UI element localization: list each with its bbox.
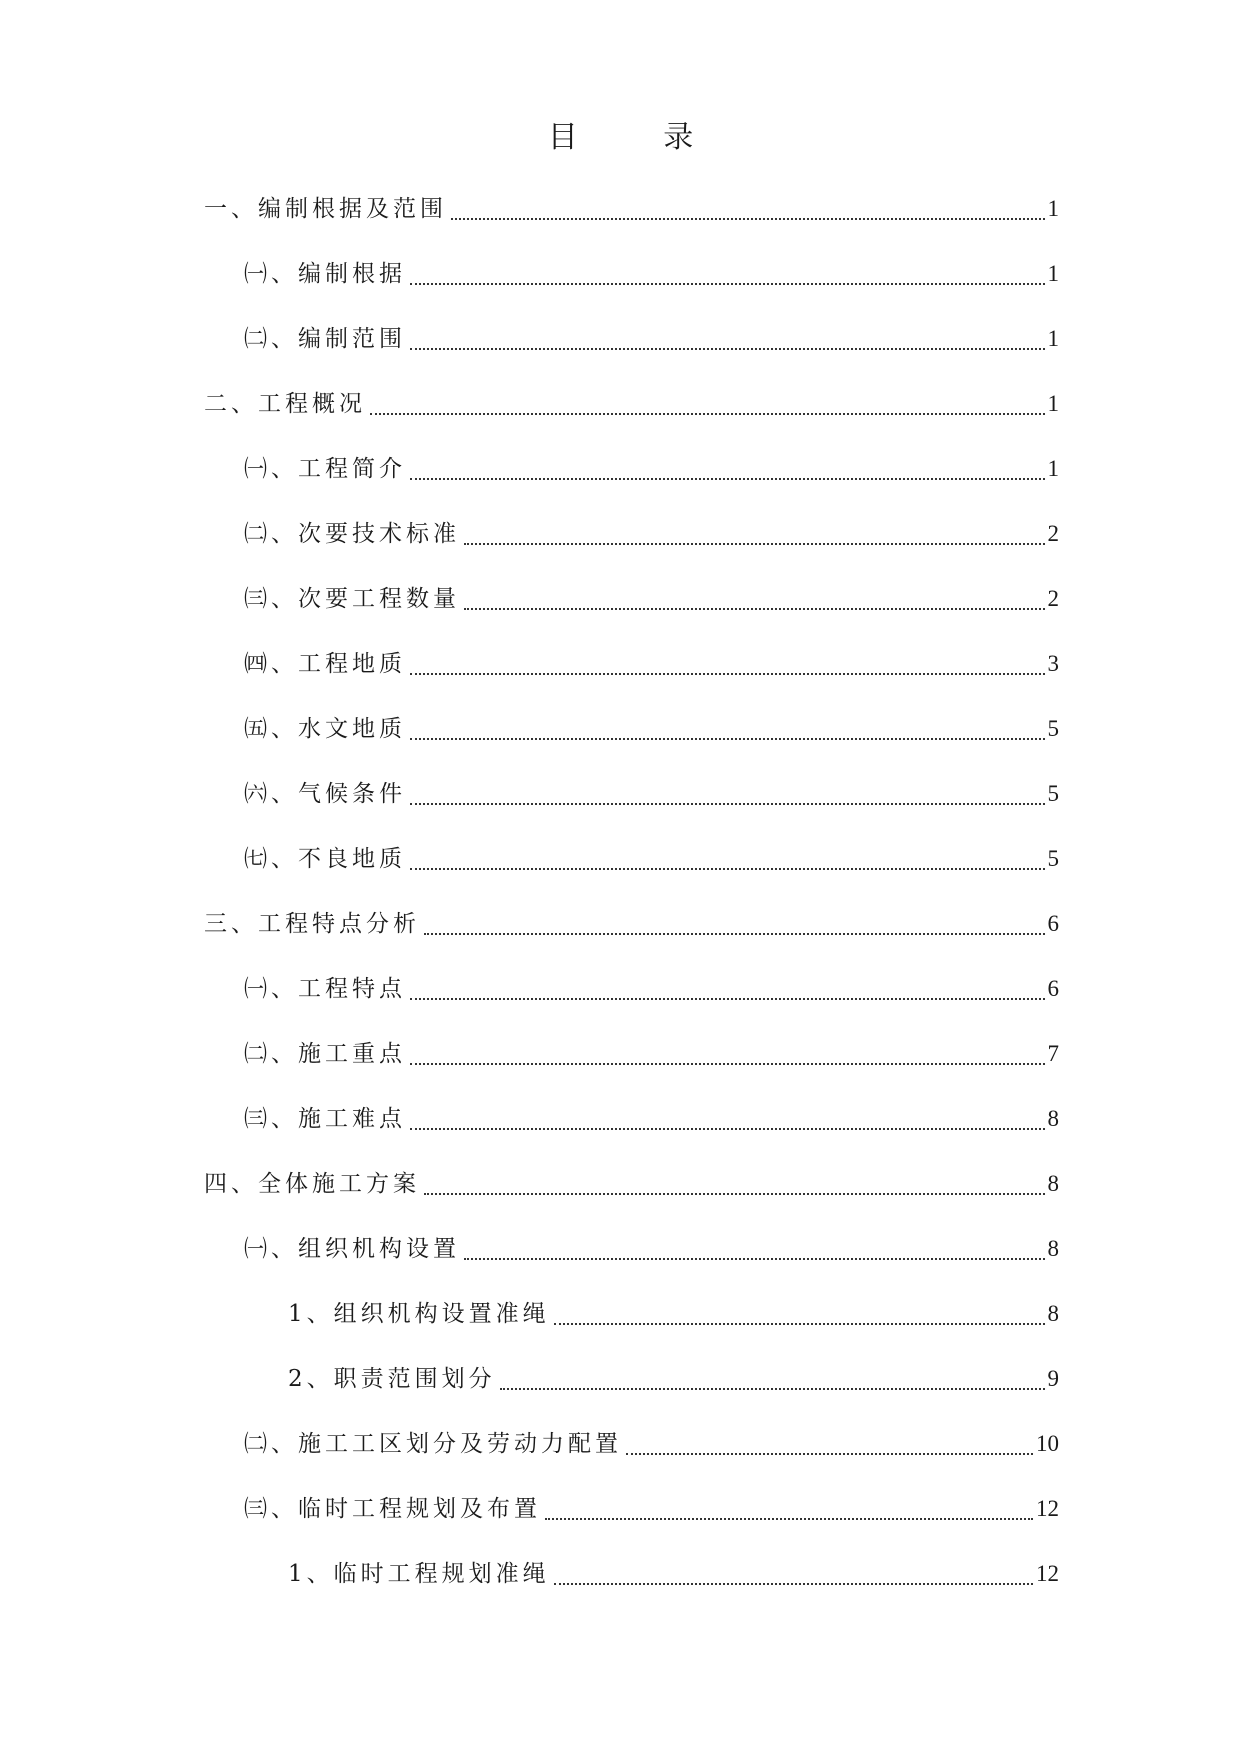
toc-entry[interactable] [204,259,1059,324]
toc-entry-label: ㈡、施工重点 [244,1041,406,1067]
toc-entry-page-number: 8 [1047,1106,1059,1131]
toc-entry-page-number: 7 [1047,1041,1059,1066]
toc-entry[interactable] [204,1169,1059,1234]
toc-entry-label: ㈠、工程简介 [244,456,406,482]
toc-entry[interactable] [204,1559,1059,1624]
dot-leader [410,649,1045,675]
toc-entry[interactable] [204,779,1059,844]
toc-entry[interactable] [204,389,1059,454]
dot-leader [370,389,1045,415]
dot-leader [410,779,1045,805]
toc-entry-label: 1、组织机构设置准绳 [288,1301,550,1327]
toc-entry-page-number: 5 [1047,781,1059,806]
toc-entry[interactable] [204,324,1059,389]
toc-entry[interactable] [204,584,1059,649]
toc-entry-page-number: 12 [1036,1561,1059,1586]
dot-leader [410,259,1045,285]
toc-entry-page-number: 1 [1047,456,1059,481]
toc-entry-label: 四、全体施工方案 [204,1171,420,1197]
toc-title: 目 录 [547,120,732,155]
dot-leader [554,1299,1045,1325]
dot-leader [410,454,1045,480]
dot-leader [410,844,1045,870]
toc-entry[interactable] [204,1364,1059,1429]
toc-entry-label: ㈦、不良地质 [244,846,406,872]
dot-leader [410,324,1045,350]
toc-entry-page-number: 1 [1047,326,1059,351]
dot-leader [410,714,1045,740]
dot-leader [554,1559,1033,1585]
toc-entry-label: ㈢、次要工程数量 [244,586,460,612]
toc-entry-label: ㈠、编制根据 [244,261,406,287]
toc-entry-page-number: 1 [1047,196,1059,221]
toc-entry-label: 二、工程概况 [204,391,366,417]
toc-entry-label: ㈡、施工工区划分及劳动力配置 [244,1431,622,1457]
toc-entry-page-number: 1 [1047,391,1059,416]
dot-leader [500,1364,1045,1390]
toc-entry[interactable] [204,1234,1059,1299]
toc-entry-label: 2、职责范围划分 [288,1366,496,1392]
toc-entry-label: ㈠、组织机构设置 [244,1236,460,1262]
dot-leader [424,909,1045,935]
toc-entry-label: 1、临时工程规划准绳 [288,1561,550,1587]
toc-entry-label: ㈣、工程地质 [244,651,406,677]
toc-entry-page-number: 2 [1047,586,1059,611]
dot-leader [545,1494,1033,1520]
toc-entry-page-number: 3 [1047,651,1059,676]
dot-leader [410,1104,1045,1130]
toc-entry-page-number: 5 [1047,846,1059,871]
toc-entry-page-number: 10 [1036,1431,1059,1456]
toc-entry-page-number: 9 [1047,1366,1059,1391]
toc-entry[interactable] [204,649,1059,714]
dot-leader [464,1234,1045,1260]
toc-entry-label: 一、编制根据及范围 [204,196,447,222]
toc-entry[interactable] [204,454,1059,519]
toc-entry-page-number: 8 [1047,1301,1059,1326]
toc-entry[interactable] [204,519,1059,584]
toc-entry-page-number: 1 [1047,261,1059,286]
toc-entry-label: ㈡、次要技术标准 [244,521,460,547]
toc-entry-page-number: 6 [1047,911,1059,936]
toc-entry[interactable] [204,714,1059,779]
toc-entry-page-number: 12 [1036,1496,1059,1521]
toc-entry-label: ㈡、编制范围 [244,326,406,352]
toc-entry[interactable] [204,909,1059,974]
toc-entry-label: 三、工程特点分析 [204,911,420,937]
toc-entry[interactable] [204,974,1059,1039]
dot-leader [626,1429,1033,1455]
toc-entry-page-number: 6 [1047,976,1059,1001]
toc-entry-page-number: 8 [1047,1171,1059,1196]
toc-entry[interactable] [204,1429,1059,1494]
toc-entry-label: ㈤、水文地质 [244,716,406,742]
toc-entry-label: ㈢、临时工程规划及布置 [244,1496,541,1522]
toc-entry-page-number: 5 [1047,716,1059,741]
toc-entry-label: ㈠、工程特点 [244,976,406,1002]
dot-leader [464,584,1045,610]
dot-leader [410,974,1045,1000]
toc-entry[interactable] [204,1039,1059,1104]
toc-entry-page-number: 8 [1047,1236,1059,1261]
dot-leader [464,519,1045,545]
table-of-contents [204,194,1059,1624]
toc-entry-label: ㈥、气候条件 [244,781,406,807]
toc-entry[interactable] [204,844,1059,909]
toc-entry[interactable] [204,194,1059,259]
toc-entry[interactable] [204,1299,1059,1364]
dot-leader [451,194,1045,220]
toc-entry-page-number: 2 [1047,521,1059,546]
dot-leader [424,1169,1045,1195]
dot-leader [410,1039,1045,1065]
toc-entry-label: ㈢、施工难点 [244,1106,406,1132]
toc-entry[interactable] [204,1104,1059,1169]
toc-entry[interactable] [204,1494,1059,1559]
